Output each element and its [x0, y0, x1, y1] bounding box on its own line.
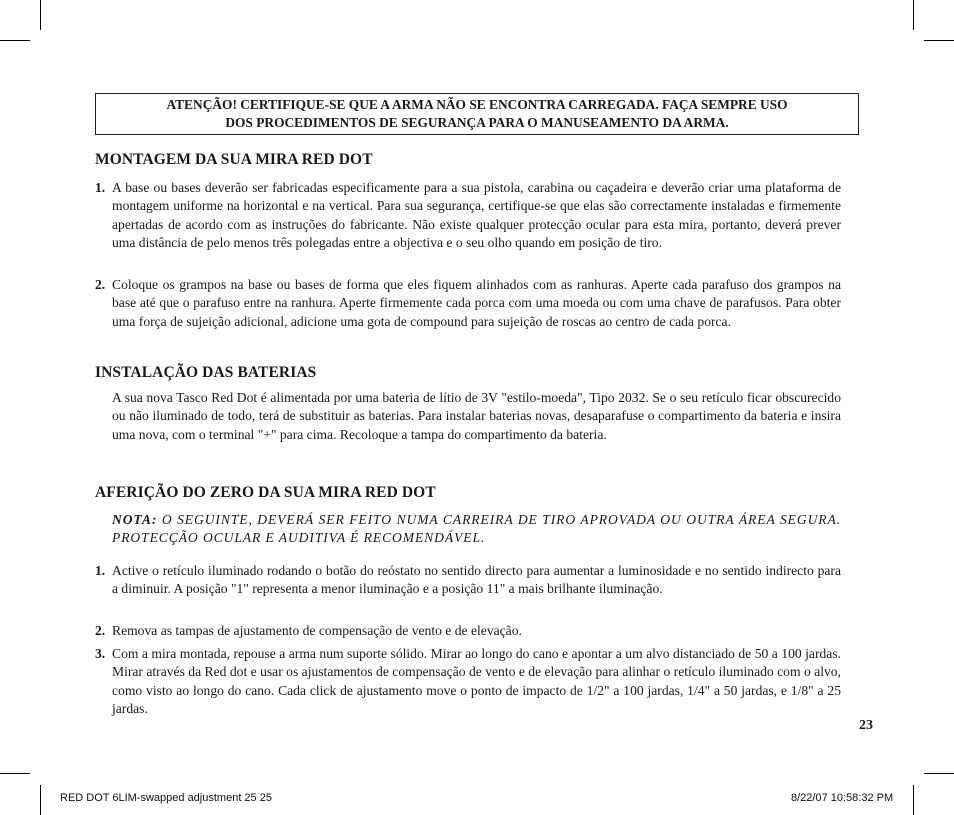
item-number: 3.	[95, 646, 106, 661]
item-number: 2.	[95, 623, 106, 638]
crop-mark	[0, 773, 30, 774]
safety-note	[112, 511, 841, 548]
list-item	[95, 622, 841, 640]
crop-mark	[913, 0, 914, 30]
footer-timestamp: 8/22/07 10:58:32 PM	[791, 792, 894, 804]
warning-box	[95, 93, 859, 135]
item-number: 2.	[95, 277, 106, 292]
item-text: Active o retículo iluminado rodando o botão do reóstato no sentido directo para aumentar a luminosidade e no sentido indirecto para a diminuir. A posição "1" representa a menor iluminação e a posição 11" a mais brilhante iluminação.	[112, 563, 841, 597]
warning-line-1: ATENÇÃO! CERTIFIQUE-SE QUE A ARMA NÃO SE ENCONTRA CARREGADA. FAÇA SEMPRE USO	[166, 97, 788, 112]
crop-mark	[913, 785, 914, 815]
crop-mark	[924, 773, 954, 774]
crop-mark	[924, 40, 954, 41]
item-number: 1.	[95, 180, 106, 195]
list-item	[95, 645, 841, 718]
warning-line-2: DOS PROCEDIMENTOS DE SEGURANÇA PARA O MANUSEAMENTO DA ARMA.	[225, 115, 729, 130]
crop-mark	[40, 0, 41, 30]
item-number: 1.	[95, 563, 106, 578]
note-label: NOTA:	[112, 512, 158, 527]
crop-mark	[40, 785, 41, 815]
item-text: Coloque os grampos na base ou bases de forma que eles fiquem alinhados com as ranhuras. Aperte cada parafuso dos grampos na base até que o parafuso entre na ranhura. Aperte firmemente cada porca com uma moeda ou com uma chave de parafusos. Para obter uma força de sujeição adicional, adicione uma gota de compound para sujeição de roscas ao centro de cada porca.	[112, 277, 841, 329]
section-heading-batteries: INSTALAÇÃO DAS BATERIAS	[95, 364, 317, 381]
footer-filename: RED DOT 6LIM-swapped adjustment 25 25	[60, 792, 272, 804]
page-number: 23	[859, 718, 873, 733]
item-text: Com a mira montada, repouse a arma num suporte sólido. Mirar ao longo do cano e apontar a um alvo distanciado de 50 a 100 jardas. Mirar através da Red dot e usar os ajustamentos de compensação de vento e de elevação para alinhar o retículo iluminado com o alvo, como visto ao longo do cano. Cada click de ajustamento move o ponto de impacto de 1/2" a 100 jardas, 1/4" a 50 jardas, e 1/8" a 25 jardas.	[112, 646, 841, 716]
crop-mark	[0, 40, 30, 41]
note-text: O SEGUINTE, DEVERÁ SER FEITO NUMA CARREIRA DE TIRO APROVADA OU OUTRA ÁREA SEGURA. PROTECÇÃO OCULAR E AUDITIVA É RECOMENDÁVEL.	[112, 512, 841, 546]
list-item	[95, 276, 841, 331]
list-item	[95, 179, 841, 252]
item-text: Remova as tampas de ajustamento de compensação de vento e de elevação.	[112, 623, 522, 638]
section-heading-zeroing: AFERIÇÃO DO ZERO DA SUA MIRA RED DOT	[95, 484, 436, 501]
section-heading-mounting: MONTAGEM DA SUA MIRA RED DOT	[95, 151, 373, 168]
batteries-paragraph: A sua nova Tasco Red Dot é alimentada por uma bateria de lítio de 3V "estilo-moeda", Tipo 2032. Se o seu retículo ficar obscurecido ou não iluminado de todo, terá de substituir as baterias. Para instalar baterias novas, desaparafuse o compartimento da bateria e insira uma nova, com o terminal "+" para cima. Recoloque a tampa do compartimento da bateria.	[112, 390, 841, 442]
list-item	[95, 562, 841, 599]
item-text: A base ou bases deverão ser fabricadas especificamente para a sua pistola, carabina ou caçadeira e deverão criar uma plataforma de montagem uniforme na horizontal e na vertical. Para sua segurança, certifique-se que elas são correctamente instaladas e firmemente apertadas de acordo com as instruções do fabricante. Não existe qualquer protecção ocular para esta mira, portanto, deverá prever uma distância de pelo menos três polegadas entre a objectiva e o seu olho quando em posição de tiro.	[112, 180, 841, 250]
